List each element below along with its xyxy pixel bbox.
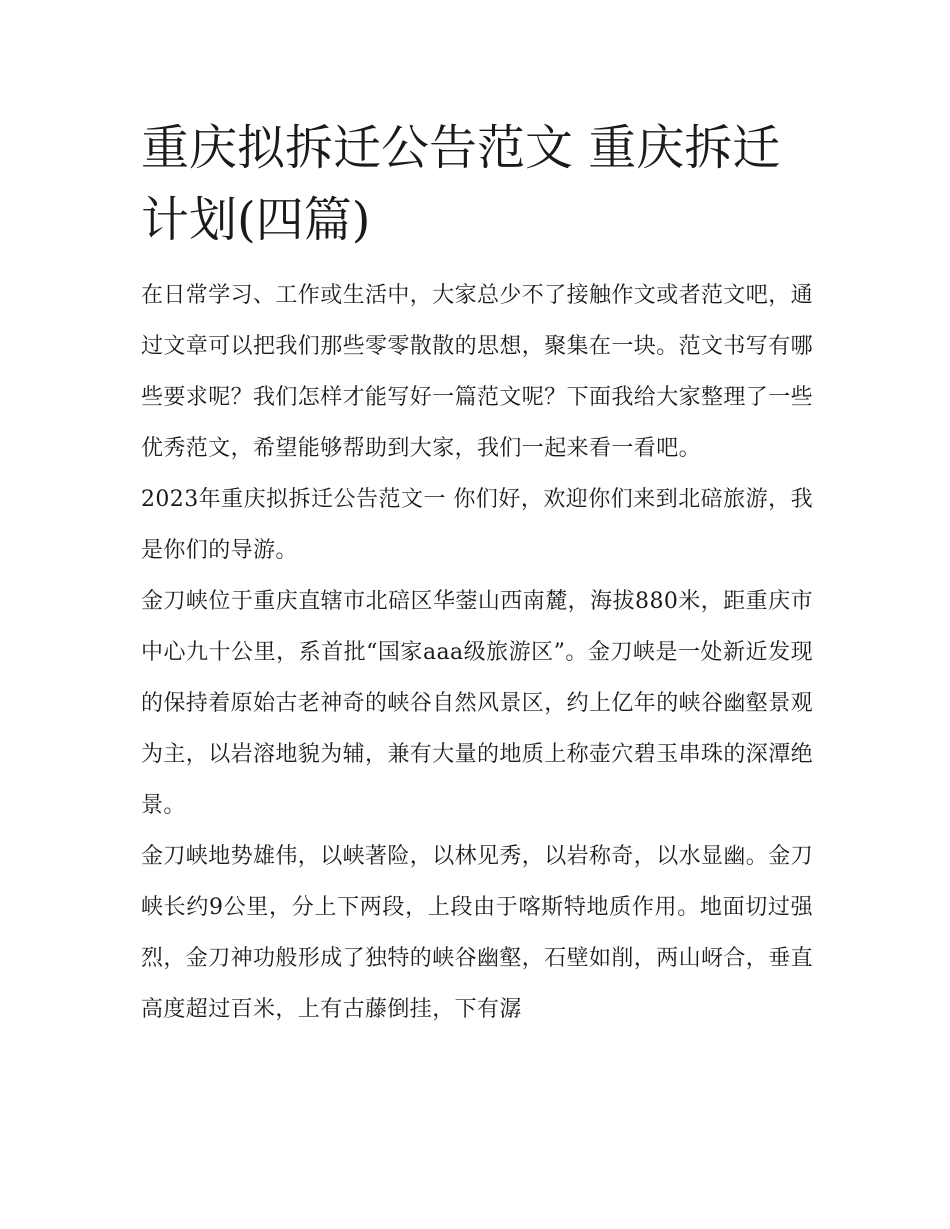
paragraph-terrain: 金刀峡地势雄伟，以峡著险，以林见秀，以岩称奇，以水显幽。金刀峡长约9公里，分上下两段，上段由于喀斯特地质作用。地面切过强烈，金刀神功般形成了独特的峡谷幽壑，石壁如削，两山岈合，垂直高度超过百米，上有古藤倒挂，下有潺	[141, 844, 814, 1022]
paragraph-greeting: 2023年重庆拟拆迁公告范文一 你们好，欢迎你们来到北碚旅游，我是你们的导游。	[141, 487, 813, 563]
paragraph-intro: 在日常学习、工作或生活中，大家总少不了接触作文或者范文吧，通过文章可以把我们那些零零散散的思想，聚集在一块。范文书写有哪些要求呢？我们怎样才能写好一篇范文呢？下面我给大家整理了一些优秀范文，希望能够帮助到大家，我们一起来看一看吧。	[141, 283, 814, 461]
paragraph-location: 金刀峡位于重庆直辖市北碚区华蓥山西南麓，海拔880米，距重庆市中心九十公里，系首批“国家aaa级旅游区”。金刀峡是一处新近发现的保持着原始古老神奇的峡谷自然风景区，约上亿年的峡谷幽壑景观为主，以岩溶地貌为辅，兼有大量的地质上称壶穴碧玉串珠的深潭绝景。	[141, 589, 814, 818]
document-page	[141, 112, 813, 1035]
document-title: 重庆拟拆迁公告范文 重庆拆迁计划(四篇)	[141, 120, 781, 248]
